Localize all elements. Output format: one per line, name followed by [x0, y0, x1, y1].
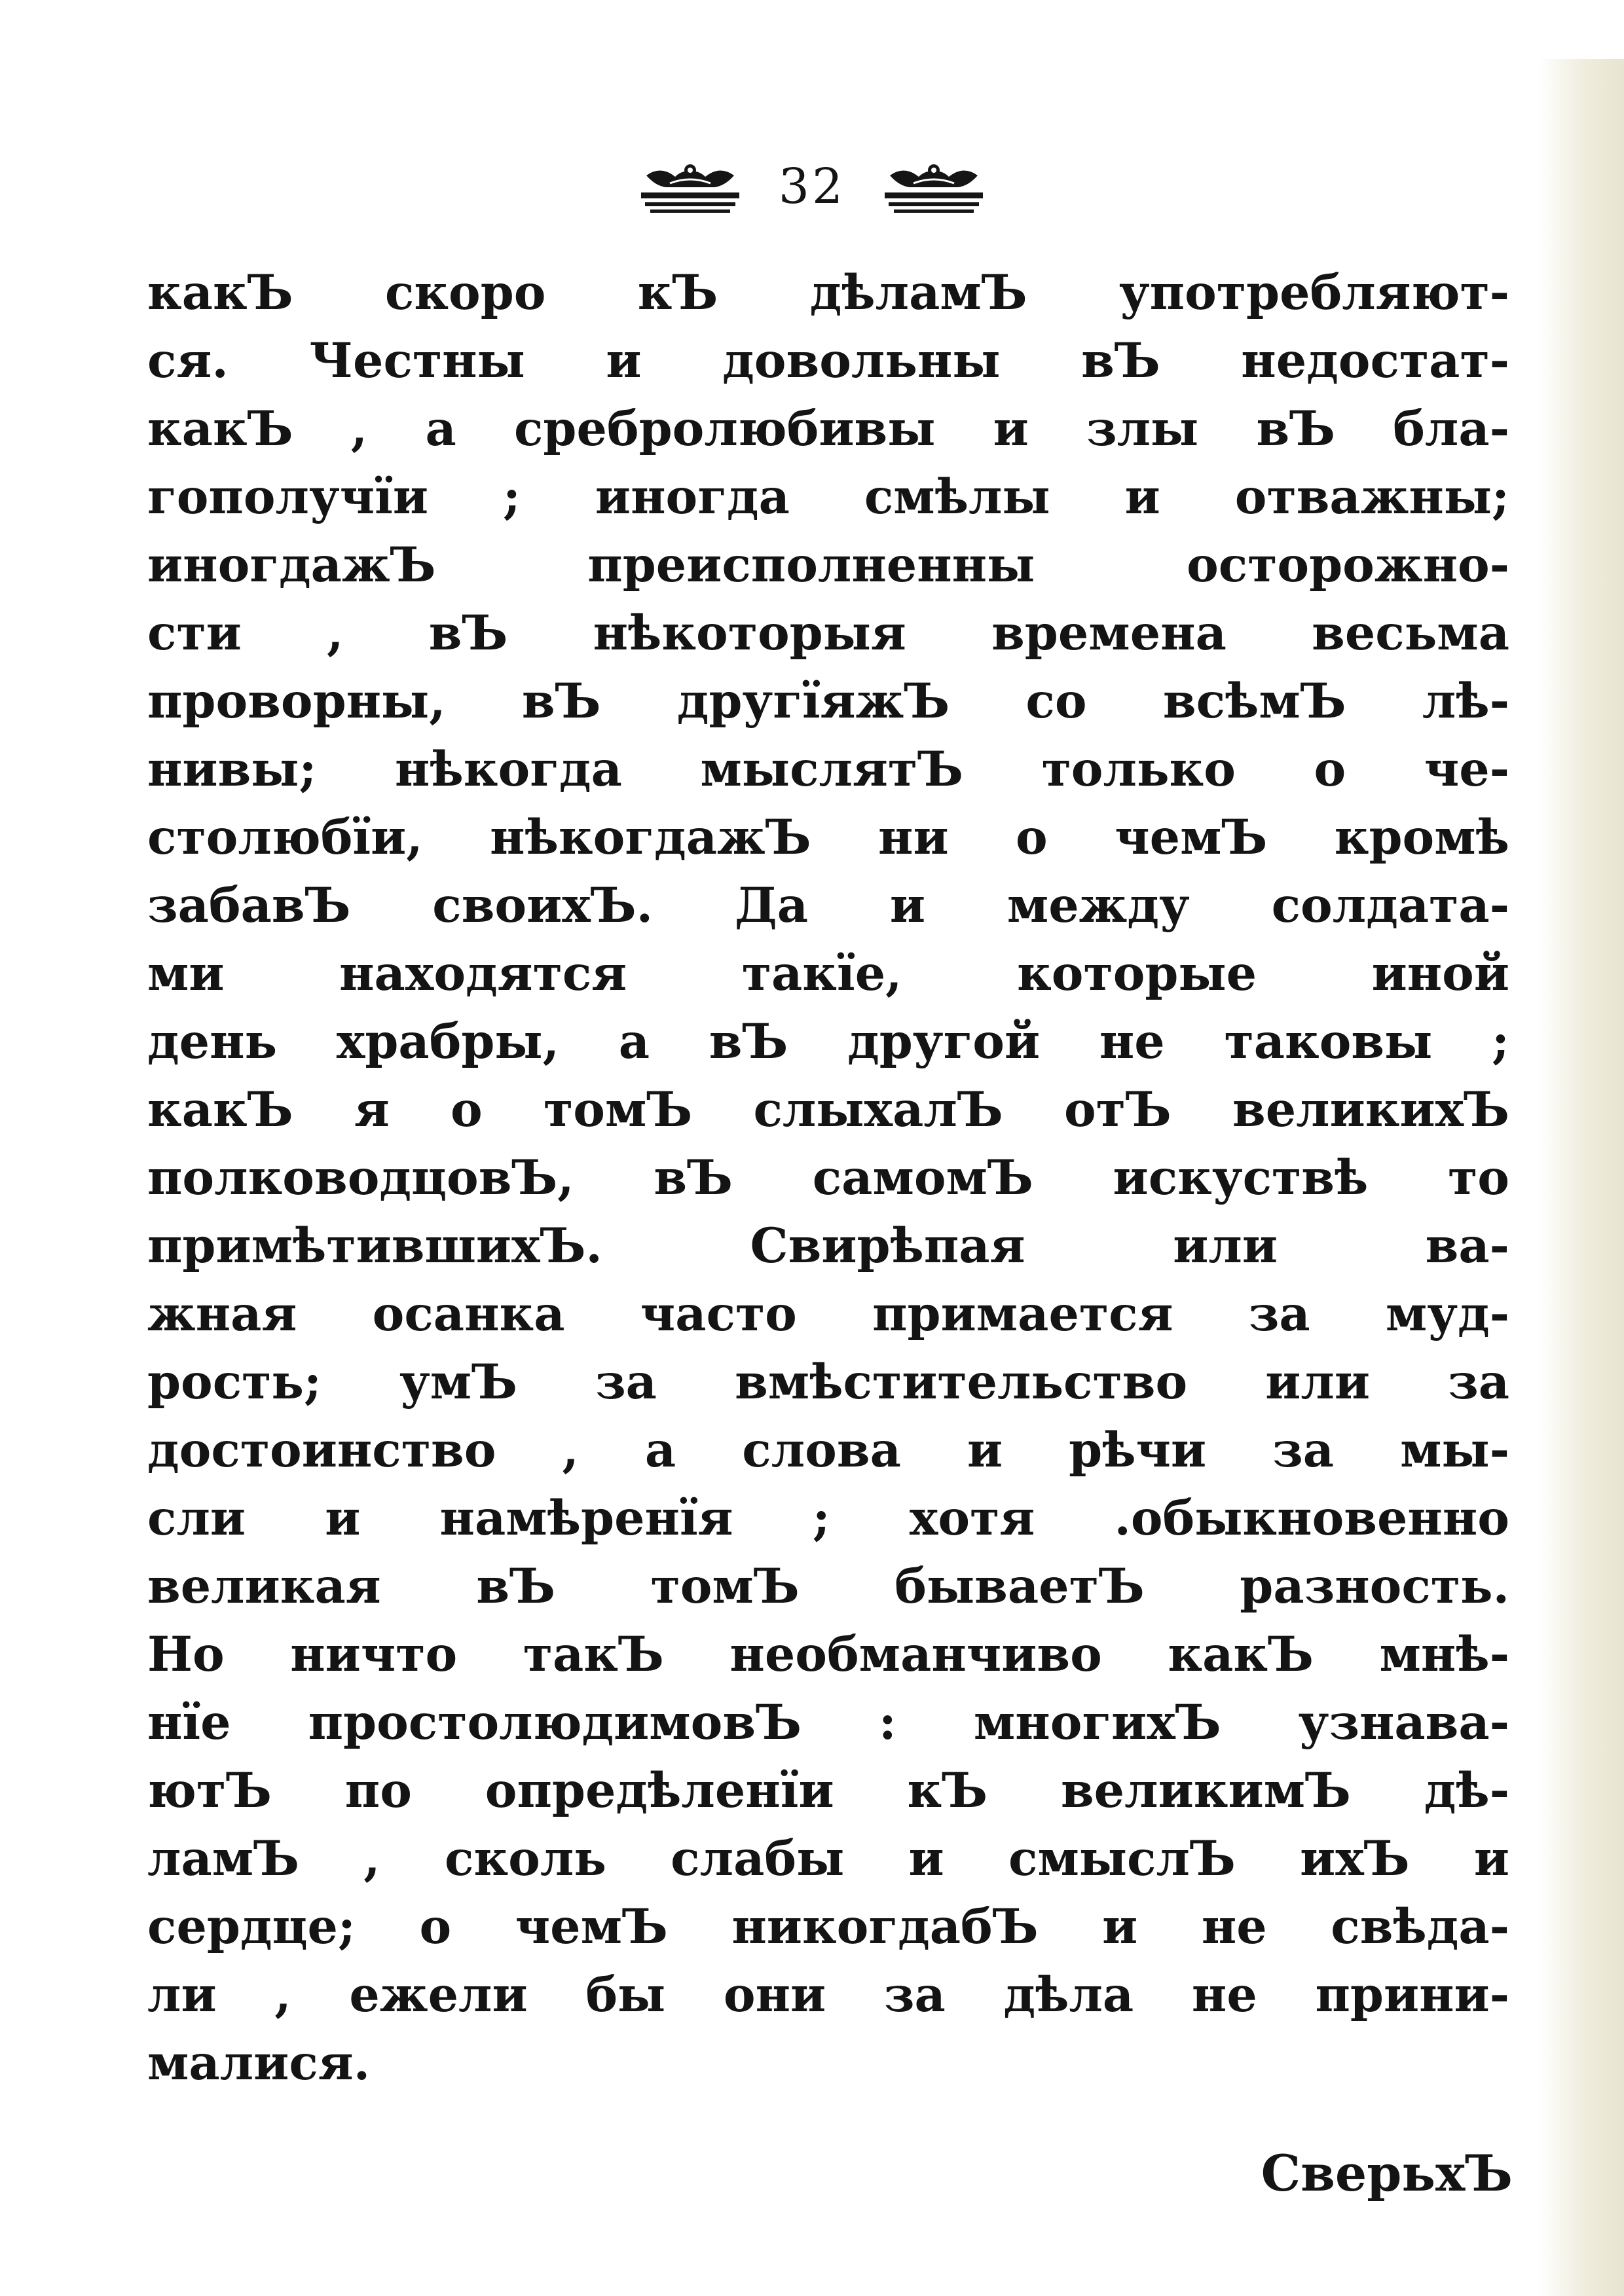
text-line: какЪ , а сребролюбивы и злы вЪ бла- — [147, 401, 1509, 457]
text-line: проворны, вЪ другїяжЪ со всѣмЪ лѣ- — [147, 673, 1509, 729]
text-line: нїе простолюдимовЪ : многихЪ узнава- — [147, 1694, 1509, 1751]
text-line: Но ничто такЪ необманчиво какЪ мнѣ- — [147, 1626, 1509, 1683]
text-line: день храбры, а вЪ другой не таковы ; — [147, 1013, 1509, 1070]
crown-ornament-left-icon — [641, 157, 739, 216]
page-edge-shadow — [1539, 59, 1624, 2296]
text-line: ми находятся такїе, которые иной — [147, 945, 1509, 1002]
text-line: гополучїи ; иногда смѣлы и отважны; — [147, 469, 1509, 525]
text-line: сердце; о чемЪ никогдабЪ и не свѣда- — [147, 1899, 1509, 1955]
text-line: малися. — [147, 2035, 371, 2091]
text-line: полководцовЪ, вЪ самомЪ искуствѣ то — [147, 1150, 1509, 1206]
text-line: ли , ежели бы они за дѣла не прини- — [147, 1967, 1509, 2023]
text-line: какЪ скоро кЪ дѣламЪ употребляют- — [147, 264, 1509, 321]
text-line: ся. Честны и довольны вЪ недостат- — [147, 333, 1509, 389]
page-header — [0, 144, 1624, 229]
text-line: достоинство , а слова и рѣчи за мы- — [147, 1422, 1509, 1478]
text-line: столюбїи, нѣкогдажЪ ни о чемЪ кромѣ — [147, 809, 1509, 866]
text-line: нивы; нѣкогда мыслятЪ только о че- — [147, 741, 1509, 797]
text-line: забавЪ своихЪ. Да и между солдата- — [147, 877, 1509, 934]
text-line: великая вЪ томЪ бываетЪ разность. — [147, 1558, 1509, 1614]
text-line: ютЪ по опредѣленїи кЪ великимЪ дѣ- — [147, 1762, 1509, 1819]
crown-ornament-right-icon — [885, 157, 983, 216]
text-line: сли и намѣренїя ; хотя .обыкновенно — [147, 1490, 1509, 1546]
body-text — [147, 259, 1509, 2097]
text-line: сти , вЪ нѣкоторыя времена весьма — [147, 605, 1509, 661]
page-number: 32 — [778, 158, 846, 215]
text-line: жная осанка часто примается за муд- — [147, 1286, 1509, 1342]
text-line: ламЪ , сколь слабы и смыслЪ ихЪ и — [147, 1831, 1509, 1887]
text-line: рость; умЪ за вмѣстительство или за — [147, 1354, 1509, 1410]
text-line: какЪ я о томЪ слыхалЪ отЪ великихЪ — [147, 1082, 1509, 1138]
text-line: иногдажЪ преисполненны осторожно- — [147, 537, 1509, 593]
catchword: СверьхЪ — [1261, 2144, 1513, 2202]
text-line: примѣтившихЪ. Свирѣпая или ва- — [147, 1218, 1509, 1274]
